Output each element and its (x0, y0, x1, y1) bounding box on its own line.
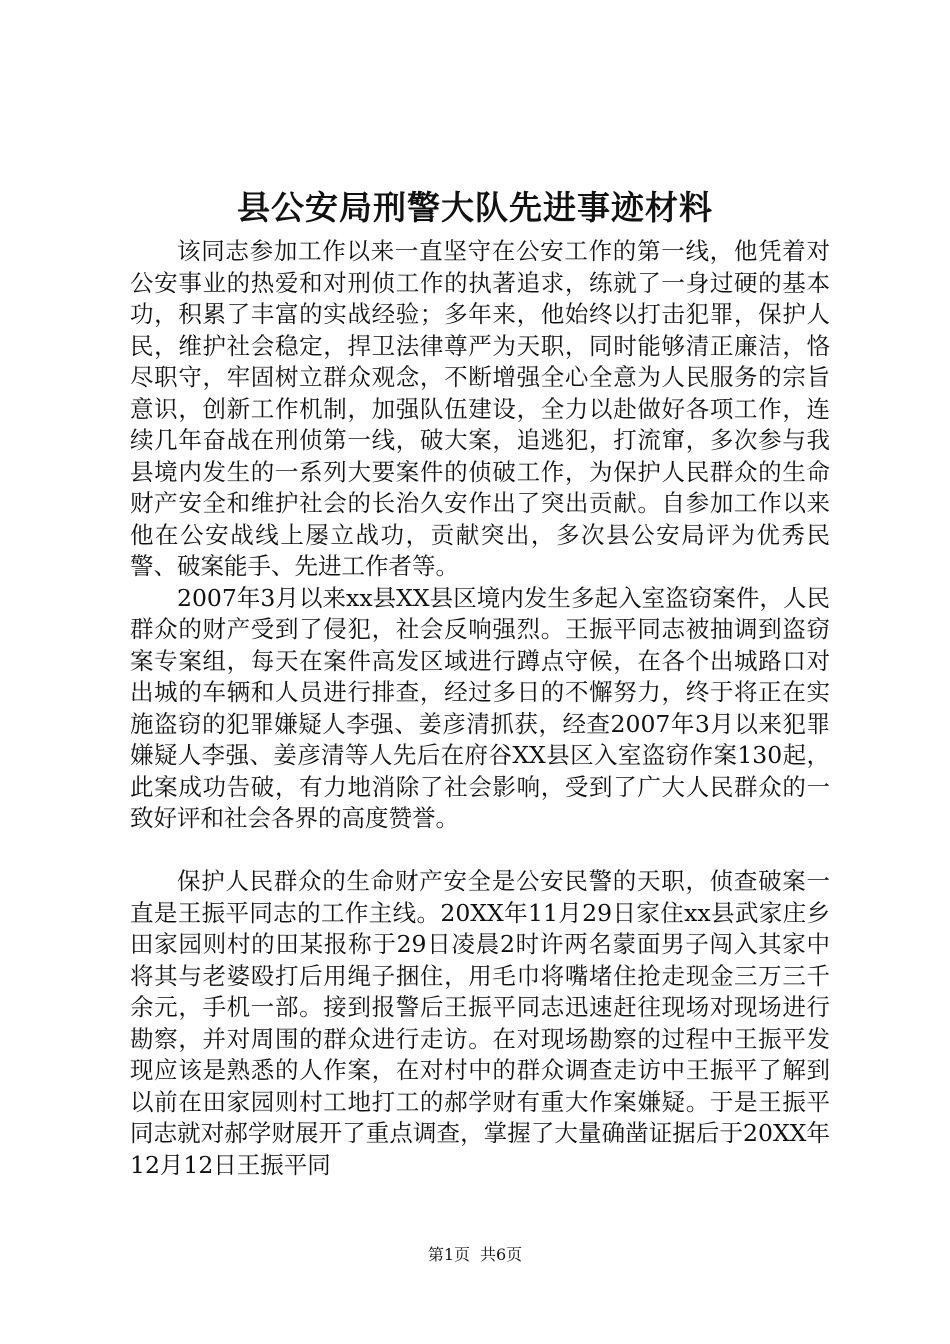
page-title: 县公安局刑警大队先进事迹材料 (237, 188, 713, 227)
page-footer (0, 1244, 950, 1266)
paragraph-3: 保护人民群众的生命财产安全是公安民警的天职，侦查破案一直是王振平同志的工作主线。20XX年11月29日家住xx县武家庄乡田家园则村的田某报称于29日凌晨2时许两名蒙面男子闯入其家中将其与老婆殴打后用绳子捆住，用毛巾将嘴堵住抢走现金三万三千余元，手机一部。接到报警后王振平同志迅速赶往现场对现场进行勘察，并对周围的群众进行走访。在对现场勘察的过程中王振平发现应该是熟悉的人作案，在对村中的群众调查走访中王振平了解到以前在田家园则村工地打工的郝学财有重大作案嫌疑。于是王振平同志就对郝学财展开了重点调查，掌握了大量确凿证据后于20XX年12月12日王振平同 (130, 867, 830, 1179)
document-body (130, 236, 830, 1181)
page-total: 共6页 (480, 1245, 523, 1264)
paragraph-2: 2007年3月以来xx县XX县区境内发生多起入室盗窃案件，人民群众的财产受到了侵犯，社会反响强烈。王振平同志被抽调到盗窃案专案组，每天在案件高发区域进行蹲点守候，在各个出城路口对出城的车辆和人员进行排查，经过多日的不懈努力，终于将正在实施盗窃的犯罪嫌疑人李强、姜彦清抓获，经查2007年3月以来犯罪嫌疑人李强、姜彦清等人先后在府谷XX县区入室盗窃作案130起，此案成功告破，有力地消除了社会影响，受到了广大人民群众的一致好评和社会各界的高度赞誉。 (130, 583, 830, 832)
page-number: 第1页 (427, 1245, 470, 1264)
paragraph-1: 该同志参加工作以来一直坚守在公安工作的第一线，他凭着对公安事业的热爱和对刑侦工作的执著追求，练就了一身过硬的基本功，积累了丰富的实战经验；多年来，他始终以打击犯罪，保护人民，维护社会稳定，捍卫法律尊严为天职，同时能够清正廉洁，恪尽职守，牢固树立群众观念，不断增强全心全意为人民服务的宗旨意识，创新工作机制，加强队伍建设，全力以赴做好各项工作，连续几年奋战在刑侦第一线，破大案，追逃犯，打流窜，多次参与我县境内发生的一系列大要案件的侦破工作，为保护人民群众的生命财产安全和维护社会的长治久安作出了突出贡献。自参加工作以来他在公安战线上屡立战功，贡献突出，多次县公安局评为优秀民警、破案能手、先进工作者等。 (130, 237, 830, 580)
